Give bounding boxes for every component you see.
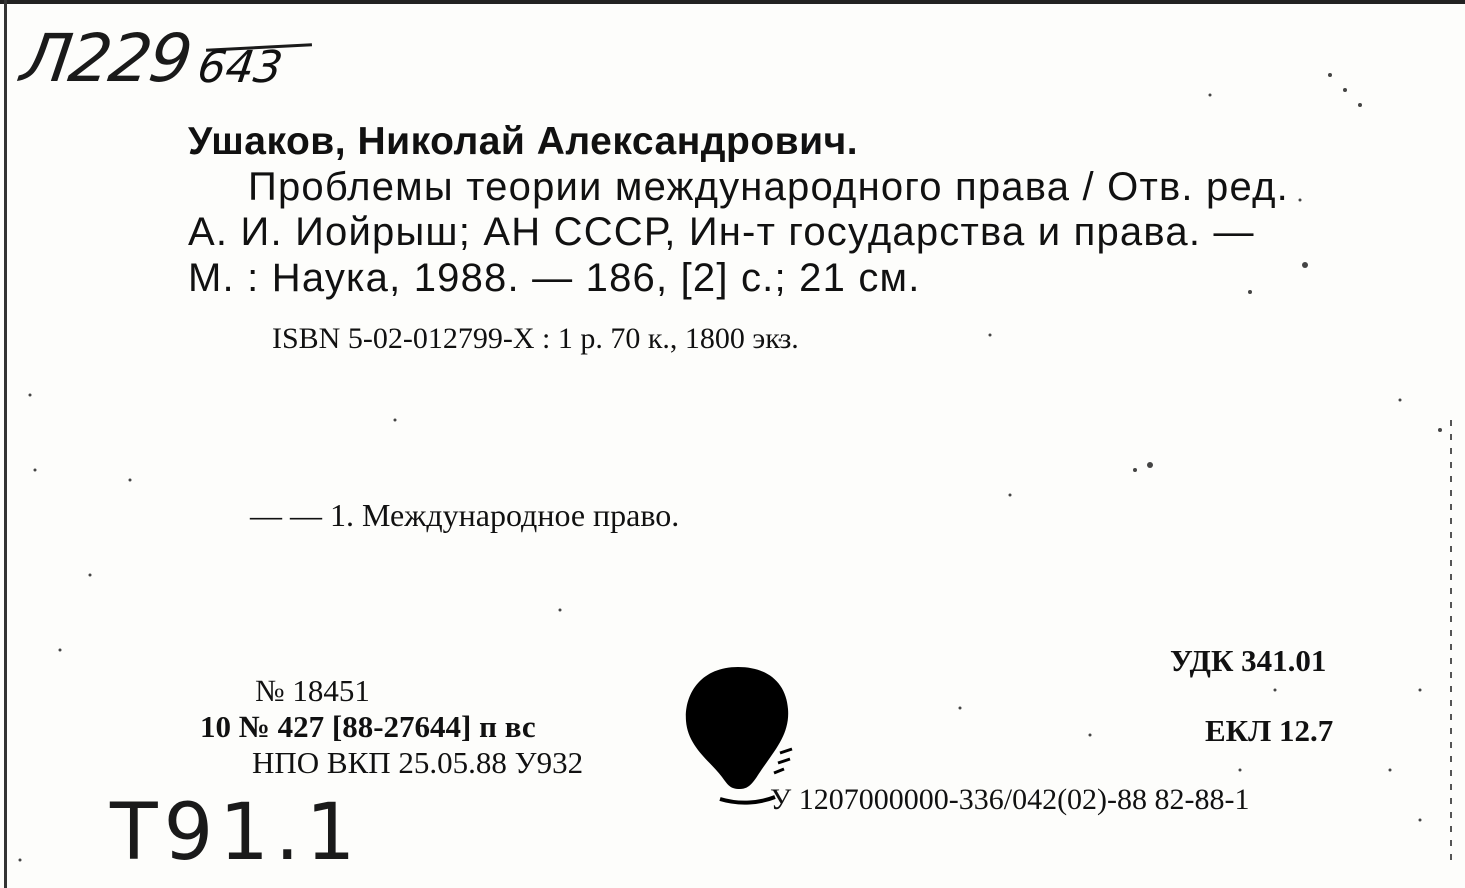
handwritten-shelfmark-suffix: 643: [194, 42, 286, 93]
author-heading: Ушаков, Николай Александрович.: [188, 120, 859, 163]
title-line-2: А. И. Иойрыш; АН СССР, Ин-т государства и права. —: [188, 210, 1255, 254]
printing-info: НПО ВКП 25.05.88 У932: [252, 745, 584, 780]
subject-heading: — — 1. Международное право.: [250, 497, 680, 533]
bibliographic-code: У 1207000000-336/042(02)-88 82-88-1: [770, 783, 1250, 816]
ekl-code: ЕКЛ 12.7: [1205, 713, 1334, 748]
udk-code: УДК 341.01: [1170, 643, 1327, 678]
order-number: 10 № 427 [88-27644] п вс: [200, 709, 536, 744]
handwritten-shelfmark: Л229: [16, 20, 196, 97]
title-line-1: Проблемы теории международного права / Отв. ред.: [248, 165, 1289, 209]
record-number: № 18451: [255, 673, 370, 708]
handwritten-class-mark: Т91.1: [110, 788, 362, 878]
title-line-3: М. : Наука, 1988. — 186, [2] с.; 21 см.: [188, 256, 921, 300]
isbn-line: ISBN 5-02-012799-X : 1 р. 70 к., 1800 экз.: [272, 322, 799, 355]
